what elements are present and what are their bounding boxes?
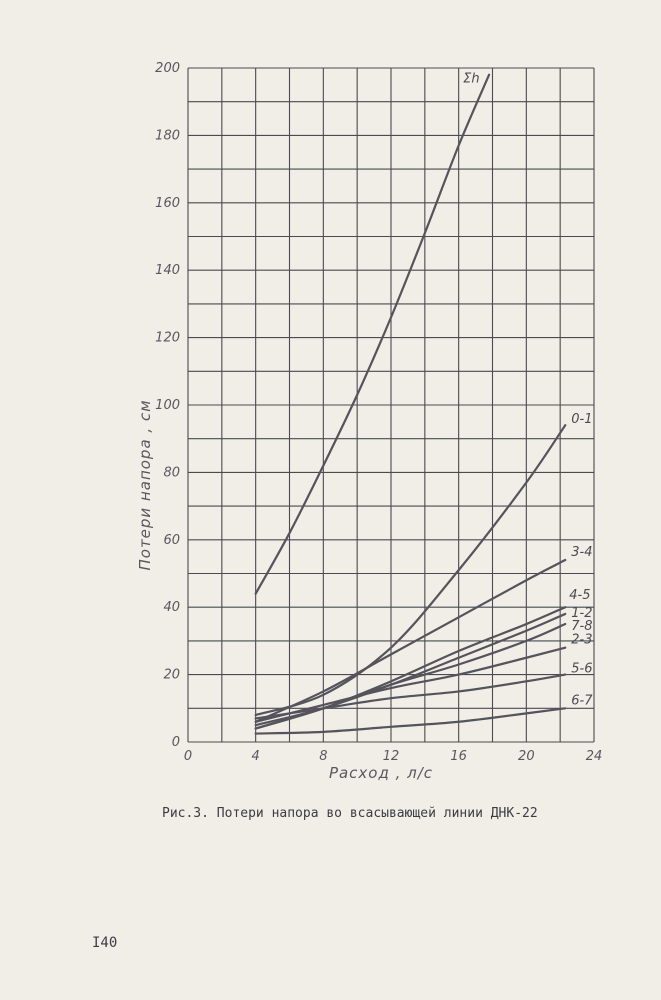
y-tick-label: 180 <box>155 128 180 144</box>
series-labels <box>463 72 593 709</box>
series-label: 4-5 <box>569 588 591 604</box>
series-label: 7-8 <box>571 619 593 635</box>
series-line-Σh <box>256 75 489 594</box>
series-label: 5-6 <box>571 661 593 677</box>
x-tick-label: 20 <box>518 749 535 764</box>
x-tick-label: 16 <box>450 749 467 764</box>
y-tick-label: 120 <box>155 330 180 346</box>
y-tick-label: 140 <box>155 263 180 279</box>
y-tick-label: 20 <box>163 667 180 683</box>
x-tick-label: 24 <box>585 749 603 764</box>
series-label: 0-1 <box>571 412 593 428</box>
x-tick-label: 0 <box>183 749 193 764</box>
x-tick-label: 12 <box>382 749 400 764</box>
y-tick-label: 80 <box>163 465 180 481</box>
series-line-5-6 <box>256 675 566 719</box>
y-tick-label: 160 <box>155 195 180 211</box>
y-tick-label: 200 <box>155 61 180 76</box>
chart-grid <box>188 68 594 742</box>
series-label: 3-4 <box>571 545 593 561</box>
series-label: 1-2 <box>571 605 593 621</box>
y-tick-label: 40 <box>163 600 180 616</box>
series-label: 2-3 <box>571 632 593 648</box>
page-number: I40 <box>92 935 118 951</box>
y-tick-label: 60 <box>163 532 180 548</box>
x-tick-label: 8 <box>319 749 328 764</box>
y-tick-label: 0 <box>171 735 180 750</box>
figure-caption: Рис.3. Потери напора во всасывающей линии ДНК-22 <box>162 806 538 821</box>
series-label: 6-7 <box>571 693 593 709</box>
data-series <box>256 75 566 734</box>
series-label: Σh <box>463 71 480 87</box>
x-tick-label: 4 <box>251 749 260 764</box>
y-tick-label: 100 <box>155 398 180 413</box>
y-axis-title: Потери напора , см <box>136 399 154 571</box>
x-axis-title: Расход , л/с <box>328 764 434 782</box>
